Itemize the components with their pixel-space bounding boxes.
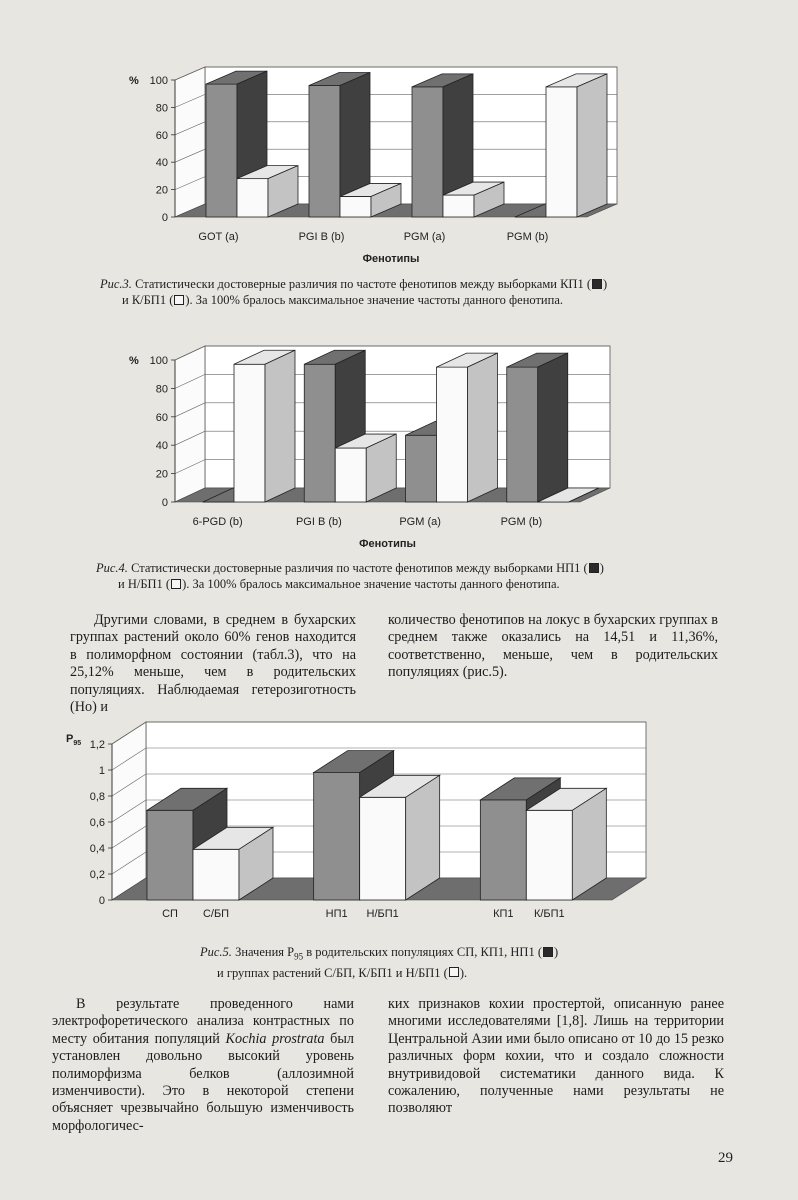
bar-front [412, 87, 443, 217]
paragraph-mid-right: количество фенотипов на локус в бухарских группах в среднем также оказались на 14,51 и 11,36%, соответственно, меньше, чем в родительских популяциях (рис.5). [388, 612, 718, 681]
y-tick-label: 60 [155, 411, 168, 424]
y-axis-label: $P_{95}$ [66, 733, 82, 747]
y-tick-label: 1,2 [89, 739, 105, 751]
bar-side [265, 350, 295, 502]
plot-side-wall [175, 346, 205, 502]
bar-НП1-PGM (b) [507, 353, 568, 502]
plot-side-wall [175, 67, 205, 217]
x-tick-label: PGM (a) [403, 231, 446, 243]
figure-5-caption-line2a: и группах растений С/БП, К/БП1 и Н/БП1 ( [217, 965, 448, 980]
y-tick-label: 100 [149, 75, 168, 87]
figure-3-caption-line1: Статистически достоверные различия по частоте фенотипов между выборками КП1 ( [135, 277, 591, 291]
y-tick-label: 20 [155, 468, 168, 481]
x-tick-label: КП1 [493, 908, 514, 920]
bar-side [406, 775, 440, 900]
paragraph-mid-left: Другими словами, в среднем в бухарских группах растений около 60% генов находится в полиморфном состоянии (табл.3), что на 25,12% меньше, чем в родительских популяциях. Наблюдаемая гетерозиготность (Ho) и [70, 612, 356, 716]
y-tick-label: 0,6 [89, 817, 105, 829]
page-number: 29 [718, 1150, 733, 1166]
bar-front [309, 85, 340, 217]
x-tick-label: Н/БП1 [366, 908, 399, 920]
open-square-icon [174, 295, 184, 305]
figure-3-svg [120, 55, 640, 270]
paragraph-bottom-left-part1: В результате проведенного нами электрофоретического анализа контрастных по месту обитания популяций [52, 996, 354, 1047]
figure-5-caption-label: Рис.5. [200, 945, 232, 959]
bar-front [437, 367, 468, 502]
bar-front [304, 364, 335, 502]
open-square-icon [449, 967, 459, 977]
bar-front [206, 84, 237, 217]
bar-front [340, 196, 371, 217]
bar-front [546, 87, 577, 217]
x-axis-label: Фенотипы [359, 538, 416, 550]
bar-front [406, 435, 437, 502]
text-column-left-mid [70, 612, 356, 716]
bar-front [507, 367, 538, 502]
figure-3-caption-label: Рис.3. [100, 277, 132, 291]
y-tick-label: 20 [155, 184, 168, 197]
x-tick-label: PGM (a) [399, 516, 441, 528]
figure-5-chart [60, 722, 680, 937]
y-tick-label: 60 [155, 129, 168, 142]
figure-5-caption [200, 944, 660, 981]
figure-3-caption-line2b: ). За 100% бралось максимальное значение частоты данного фенотипа. [185, 293, 563, 307]
bar-С/БП, Н/БП1, К/БП1-НП1 / Н/БП1 [360, 775, 440, 900]
text-column-left-bottom [52, 996, 354, 1135]
figure-3-caption-line1-end: ) [602, 277, 608, 291]
bar-Н/БП1-PGI B (b) [335, 434, 396, 502]
figure-4-chart [120, 338, 640, 553]
x-tick-label: PGI B (b) [295, 516, 342, 528]
figure-3-caption [100, 276, 720, 308]
y-tick-label: 80 [155, 102, 168, 115]
paragraph-bottom-right: ких признаков кохии простертой, описанную ранее многими исследователями [1,8]. Лишь на территории Центральной Азии ими было описано от 10 до 15 резко различных форм кохии, что и создало сложности внутривидовой систематики данного вида. К сожалению, полученные нами результаты не позволяют [388, 996, 724, 1117]
figure-5-svg [60, 722, 680, 937]
bar-front [443, 195, 474, 217]
bar-front [147, 810, 193, 900]
x-tick-label: PGM (b) [500, 516, 543, 528]
open-square-icon [171, 579, 181, 589]
figure-4-caption-line1-end: ) [599, 561, 604, 575]
y-tick-label: 0,8 [89, 791, 105, 803]
x-tick-label: СП [162, 908, 178, 920]
x-tick-label: НП1 [325, 908, 348, 920]
x-tick-label: К/БП1 [533, 908, 565, 920]
x-tick-label: PGM (b) [506, 231, 549, 243]
bar-side [538, 353, 568, 502]
figure-5-caption-line1b: в родительских популяциях СП, КП1, НП1 ( [306, 945, 542, 959]
bar-front [360, 797, 406, 900]
y-tick-label: 40 [155, 157, 168, 170]
bar-side [468, 353, 498, 502]
figure-4-caption [96, 560, 716, 592]
figure-4-caption-line1: Статистически достоверные различия по частоте фенотипов между выборками НП1 ( [131, 561, 588, 575]
figure-4-svg [120, 338, 640, 553]
filled-square-icon [589, 563, 599, 573]
figure-5-caption-line1a: Значения P [235, 945, 295, 959]
y-tick-label: 0,4 [89, 843, 105, 855]
y-axis-label: % [129, 75, 139, 87]
paragraph-bottom-left-part2: был установлен довольно высокий уровень полиморфизма белков (аллозимной изменчивости). Это в некоторой степени объясняет чрезвычайно большую изменчивость морфологичес- [52, 1030, 354, 1134]
bar-front [526, 810, 572, 900]
bar-front [314, 773, 360, 900]
figure-5-caption-line1-end: ) [553, 945, 559, 959]
x-tick-label: PGI B (b) [298, 231, 345, 243]
y-tick-label: 40 [155, 440, 168, 453]
y-axis-label: % [129, 355, 139, 367]
bar-front [237, 179, 268, 217]
figure-4-caption-label: Рис.4. [96, 561, 128, 575]
filled-square-icon [543, 947, 553, 957]
bar-К/БП1-PGM (b) [546, 74, 607, 217]
bar-С/БП, Н/БП1, К/БП1-КП1 / К/БП1 [526, 788, 606, 900]
y-tick-label: 0 [161, 497, 168, 509]
y-tick-label: 80 [155, 383, 168, 396]
x-tick-label: GOT (a) [198, 231, 239, 243]
bar-Н/БП1-6-PGD (b) [234, 350, 295, 502]
x-tick-label: 6-PGD (b) [192, 516, 243, 528]
y-tick-label: 0,2 [89, 869, 105, 881]
bar-side [577, 74, 607, 217]
x-axis-label: Фенотипы [362, 253, 420, 265]
text-column-right-mid [388, 612, 718, 682]
bar-front [335, 448, 366, 502]
figure-4-caption-line2a: и Н/БП1 ( [118, 577, 171, 591]
figure-4-caption-line2b: ). За 100% бралось максимальное значение частоты данного фенотипа. [182, 577, 560, 591]
bar-front [480, 800, 526, 900]
bar-front [234, 364, 265, 502]
filled-square-icon [592, 279, 602, 289]
figure-5-caption-line2b: ). [459, 965, 468, 980]
paragraph-bottom-left [52, 996, 354, 1135]
bar-Н/БП1-PGM (a) [437, 353, 498, 502]
y-tick-label: 100 [149, 355, 168, 367]
y-tick-label: 1 [98, 765, 105, 777]
bar-front [193, 849, 239, 900]
y-tick-label: 0 [98, 895, 105, 907]
x-tick-label: С/БП [202, 908, 230, 920]
figure-5-caption-sub: 95 [294, 951, 304, 962]
species-name: Kochia prostrata [225, 1030, 325, 1047]
figure-3-caption-line2a: и К/БП1 ( [122, 293, 174, 307]
y-tick-label: 0 [161, 212, 168, 224]
figure-3-chart [120, 55, 640, 270]
text-column-right-bottom [388, 996, 724, 1118]
